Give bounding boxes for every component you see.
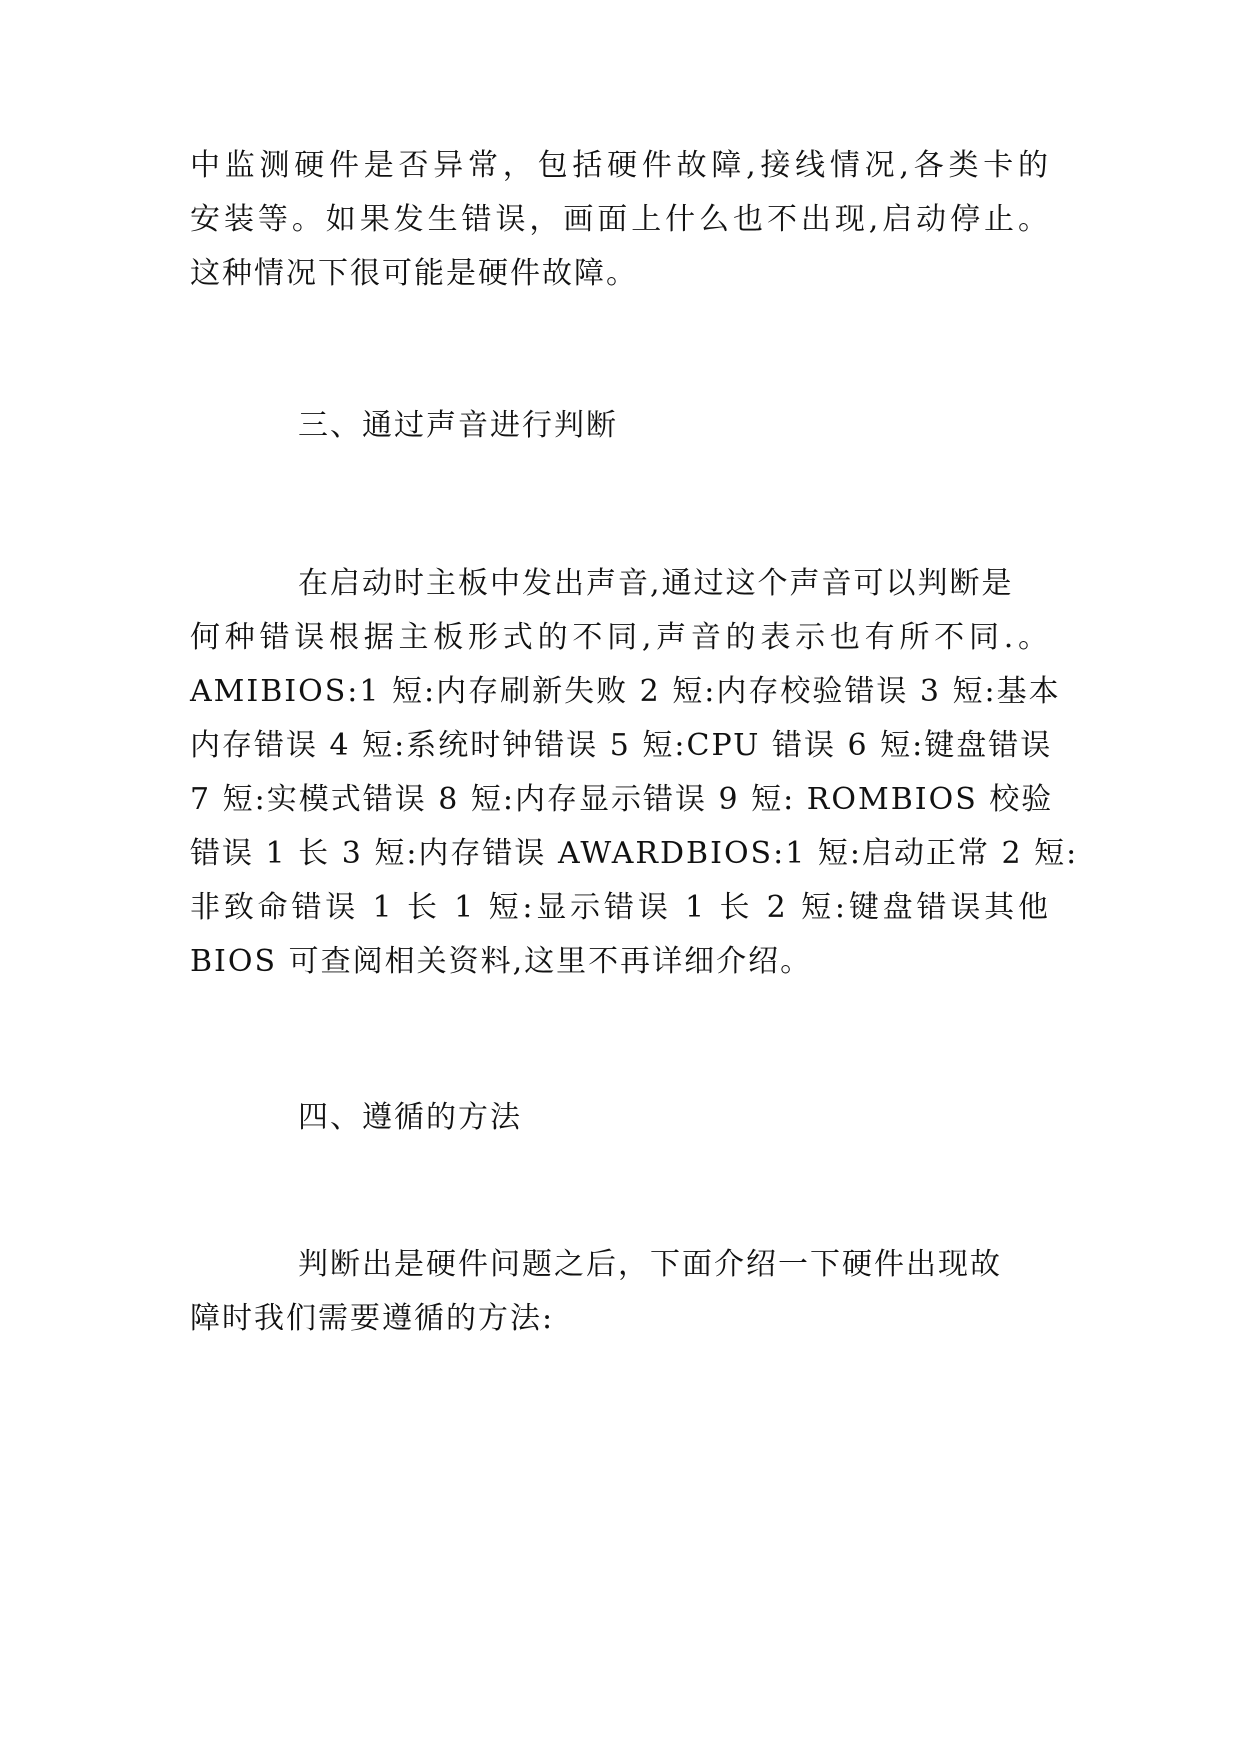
text-line: 这种情况下很可能是硬件故障。 <box>190 256 638 291</box>
text-line: 错误 1 长 3 短:内存错误 AWARDBIOS:1 短:启动正常 2 短: <box>190 836 1079 871</box>
text-line: 安装等。如果发生错误，画面上什么也不出现,启动停止。 <box>190 202 1050 237</box>
text-line: 内存错误 4 短:系统时钟错误 5 短:CPU 错误 6 短:键盘错误 <box>190 728 1053 763</box>
text-line: 障时我们需要遵循的方法: <box>190 1301 555 1336</box>
text-line: 非致命错误 1 长 1 短:显示错误 1 长 2 短:键盘错误其他 <box>190 890 1050 925</box>
text-line: 何种错误根据主板形式的不同,声音的表示也有所不同.。 <box>190 620 1050 655</box>
text-line: 中监测硬件是否异常，包括硬件故障,接线情况,各类卡的 <box>190 148 1050 183</box>
section-heading: 四、遵循的方法 <box>298 1100 522 1135</box>
text-line: 在启动时主板中发出声音,通过这个声音可以判断是 <box>298 566 1014 601</box>
section-heading: 三、通过声音进行判断 <box>298 408 618 443</box>
text-line: AMIBIOS:1 短:内存刷新失败 2 短:内存校验错误 3 短:基本 <box>190 674 1061 709</box>
text-line: BIOS 可查阅相关资料,这里不再详细介绍。 <box>190 944 813 979</box>
text-line: 7 短:实模式错误 8 短:内存显示错误 9 短: ROMBIOS 校验 <box>190 782 1054 817</box>
text-line: 判断出是硬件问题之后，下面介绍一下硬件出现故 <box>298 1247 1002 1282</box>
